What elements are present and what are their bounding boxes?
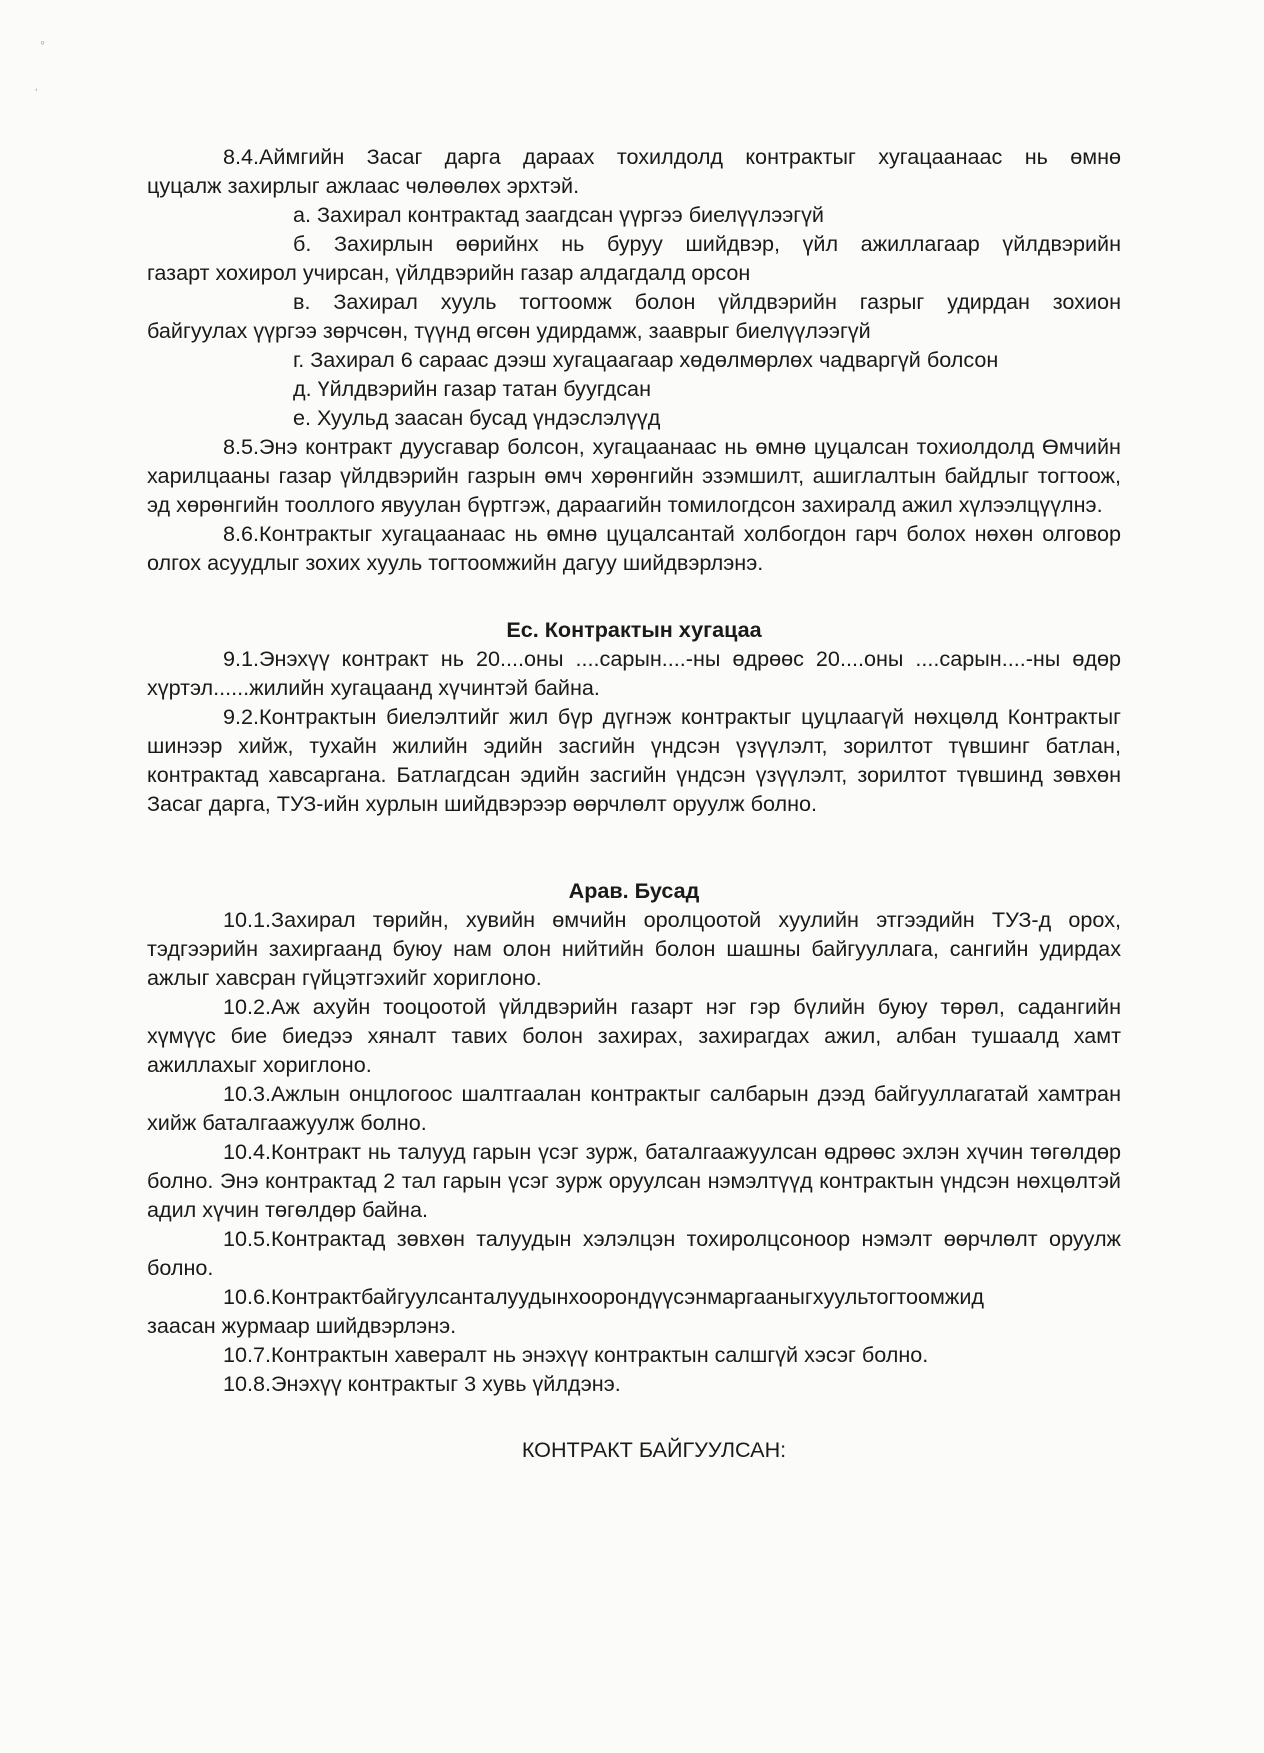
clause-10-4: 10.4.Контракт нь талууд гарын үсэг зурж, баталгаажуулсан өдрөөс эхлэн хүчин төгөлдөр болно. Энэ контрактад 2 тал гарын үсэг зурж оруулсан нэмэлтүүд контрактын үндсэн нөхцөлтэй адил хүчин төгөлдөр байна. [147, 1139, 1121, 1222]
spacer [147, 577, 1121, 615]
signature-heading: КОНТРАКТ БАЙГУУЛСАН: [521, 1437, 787, 1462]
clause-8-4-b-line2: газарт хохирол учирсан, үйлдвэрийн газар алдагдалд орсон [147, 260, 751, 285]
section-10-heading: Арав. Бусад [568, 878, 700, 903]
clause-8-4-v-line2: байгуулах үүргээ зөрчсөн, түүнд өгсөн удирдамж, зааврыг биелүүлээгүй [147, 318, 871, 343]
clause-10-7: 10.7.Контрактын хавералт нь энэхүү контрактын салшгүй хэсэг болно. [223, 1342, 929, 1367]
clause-10-2: 10.2.Аж ахуйн тооцоотой үйлдвэрийн газарт нэг гэр бүлийн буюу төрөл, садангийн хүмүүс бие биедээ хяналт тавих болон захирах, захирагдах ажил, албан тушаалд хамт ажиллахыг хориглоно. [147, 994, 1121, 1077]
clause-8-4-d: д. Үйлдвэрийн газар татан буугдсан [293, 376, 651, 401]
clause-8-4-g: г. Захирал 6 сараас дээш хугацаагаар хөдөлмөрлөх чадваргүй болсон [293, 347, 999, 372]
spacer [147, 1398, 1121, 1435]
clause-10-5: 10.5.Контрактад зөвхөн талуудын хэлэлцэн тохиролцсоноор нэмэлт өөрчлөлт оруулж болно. [147, 1226, 1121, 1280]
clause-8-5: 8.5.Энэ контракт дуусгавар болсон, хугацаанаас нь өмнө цуцалсан тохиолдолд Өмчийн харилцааны газар үйлдвэрийн газрын өмч хөрөнгийн эзэмшилт, ашиглалтын байдлыг тогтоож, эд хөрөнгийн тооллого явуулан бүртгэж, дараагийн томилогдсон захиралд ажил хүлээлцүүлнэ. [147, 434, 1121, 517]
clause-10-3: 10.3.Ажлын онцлогоос шалтгаалан контрактыг салбарын дээд байгууллагатай хамтран хийж баталгаажуулж болно. [147, 1081, 1121, 1135]
clause-10-6-line1: 10.6.Контрактбайгуулсанталуудынхоорондүүсэнмаргааныгхуультогтоомжид [223, 1284, 985, 1309]
document-page [147, 142, 1121, 1464]
clause-8-4-line2: цуцалж захирлыг ажлаас чөлөөлөх эрхтэй. [147, 173, 580, 198]
section-9-heading: Ес. Контрактын хугацаа [506, 617, 762, 642]
clause-8-4-v-line1: в. Захирал хууль тогтоомж болон үйлдвэрийн газрыг удирдан зохион [293, 289, 1121, 314]
clause-8-4-line1: 8.4.Аймгийн Засаг дарга дараах тохилдолд контрактыг хугацаанаас нь өмнө [223, 144, 1121, 169]
clause-10-6-line2: заасан журмаар шийдвэрлэнэ. [147, 1313, 457, 1338]
clause-8-6: 8.6.Контрактыг хугацаанаас нь өмнө цуцалсантай холбогдон гарч болох нөхөн олговор олгох асуудлыг зохих хууль тогтоомжийн дагуу шийдвэрлэнэ. [147, 521, 1121, 575]
clause-9-1: 9.1.Энэхүү контракт нь 20....оны ....сарын....-ны өдрөөс 20....оны ....сарын....-ны өдөр хүртэл......жилийн хугацаанд хүчинтэй байна. [147, 646, 1121, 700]
clause-10-8: 10.8.Энэхүү контрактыг 3 хувь үйлдэнэ. [223, 1371, 621, 1396]
clause-8-4-a: а. Захирал контрактад заагдсан үүргээ биелүүлээгүй [293, 202, 824, 227]
clause-8-4-e: е. Хуульд заасан бусад үндэслэлүүд [293, 405, 661, 430]
clause-8-4-b-line1: б. Захирлын өөрийнх нь буруу шийдвэр, үйл ажиллагаар үйлдвэрийн [293, 231, 1121, 256]
spacer [147, 818, 1121, 876]
scan-speck: ʾ [34, 86, 39, 102]
scan-speck: ◦ [40, 34, 45, 50]
clause-10-1: 10.1.Захирал төрийн, хувийн өмчийн оролцоотой хуулийн этгээдийн ТУЗ-д орох, тэдгээрийн захиргаанд буюу нам олон нийтийн болон шашны байгууллага, сангийн удирдах ажлыг хавсран гүйцэтгэхийг хориглоно. [147, 907, 1121, 990]
clause-9-2: 9.2.Контрактын биелэлтийг жил бүр дүгнэж контрактыг цуцлаагүй нөхцөлд Контрактыг шинээр хийж, тухайн жилийн эдийн засгийн үндсэн үзүүлэлт, зорилтот түвшинг батлан, контрактад хавсаргана. Батлагдсан эдийн засгийн үндсэн үзүүлэлт, зорилтот түвшинд зөвхөн Засаг дарга, ТУЗ-ийн хурлын шийдвэрээр өөрчлөлт оруулж болно. [147, 704, 1121, 816]
